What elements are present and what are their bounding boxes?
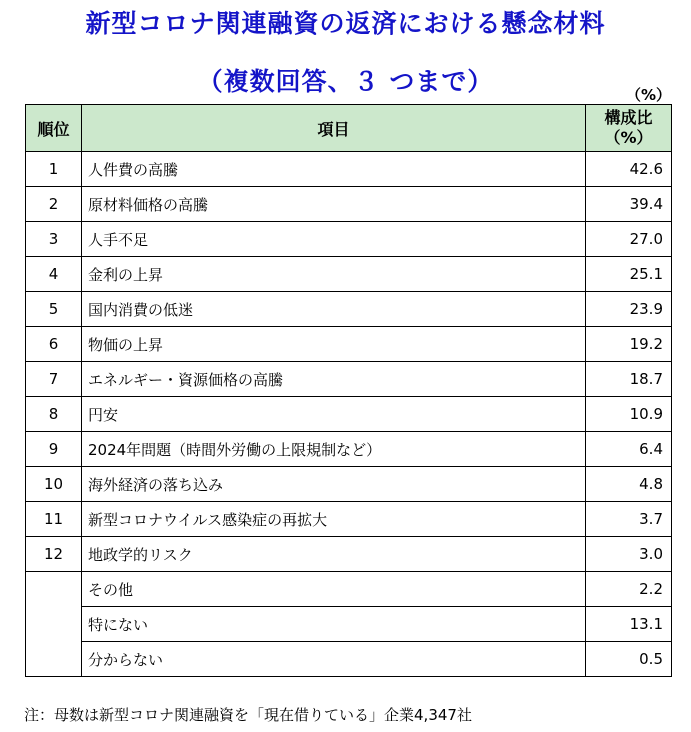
value-cell: 10.9 — [586, 397, 672, 432]
item-cell: エネルギー・資源価格の高騰 — [82, 362, 586, 397]
item-cell: 原材料価格の高騰 — [82, 187, 586, 222]
item-cell: 人件費の高騰 — [82, 152, 586, 187]
blank-rank-cell — [26, 572, 82, 607]
chart-title: 新型コロナ関連融資の返済における懸念材料 — [85, 9, 606, 38]
item-cell: 地政学的リスク — [82, 537, 586, 572]
value-cell: 13.1 — [586, 607, 672, 642]
header-rank: 順位 — [26, 105, 82, 152]
value-cell: 6.4 — [586, 432, 672, 467]
header-value — [586, 105, 672, 152]
table-row — [26, 397, 672, 432]
table-row — [26, 502, 672, 537]
value-cell: 42.6 — [586, 152, 672, 187]
table-row — [26, 187, 672, 222]
table-row — [26, 327, 672, 362]
rank-cell: 5 — [26, 292, 82, 327]
table-body — [26, 152, 672, 677]
rank-cell: 8 — [26, 397, 82, 432]
rank-cell: 6 — [26, 327, 82, 362]
item-cell: 円安 — [82, 397, 586, 432]
value-cell: 39.4 — [586, 187, 672, 222]
value-cell: 3.7 — [586, 502, 672, 537]
blank-rank-cell — [26, 607, 82, 642]
item-cell: 人手不足 — [82, 222, 586, 257]
value-cell: 0.5 — [586, 642, 672, 677]
rank-cell: 1 — [26, 152, 82, 187]
value-cell: 27.0 — [586, 222, 672, 257]
item-cell: 物価の上昇 — [82, 327, 586, 362]
item-cell: 金利の上昇 — [82, 257, 586, 292]
header-value-line2: （%） — [604, 128, 653, 147]
value-cell: 25.1 — [586, 257, 672, 292]
rank-cell: 10 — [26, 467, 82, 502]
item-cell: 国内消費の低迷 — [82, 292, 586, 327]
blank-rank-cell — [26, 642, 82, 677]
item-cell: 新型コロナウイルス感染症の再拡大 — [82, 502, 586, 537]
item-cell: 2024年問題（時間外労働の上限規制など） — [82, 432, 586, 467]
value-cell: 4.8 — [586, 467, 672, 502]
rank-cell: 12 — [26, 537, 82, 572]
header-value-line1: 構成比 — [604, 108, 653, 127]
value-cell: 19.2 — [586, 327, 672, 362]
table-row — [26, 362, 672, 397]
header-row — [26, 105, 672, 152]
header-item: 項目 — [82, 105, 586, 152]
item-cell: 特にない — [82, 607, 586, 642]
rank-cell: 4 — [26, 257, 82, 292]
rank-cell: 11 — [26, 502, 82, 537]
table-row — [26, 222, 672, 257]
table-row — [26, 467, 672, 502]
table-row-extra — [26, 572, 672, 607]
rank-cell: 9 — [26, 432, 82, 467]
rank-cell: 2 — [26, 187, 82, 222]
table-row — [26, 292, 672, 327]
item-cell: その他 — [82, 572, 586, 607]
value-cell: 3.0 — [586, 537, 672, 572]
chart-subtitle: （複数回答、３ つまで） — [197, 67, 494, 96]
table-row — [26, 152, 672, 187]
item-cell: 海外経済の落ち込み — [82, 467, 586, 502]
table-row — [26, 537, 672, 572]
table-row — [26, 257, 672, 292]
table-row — [26, 432, 672, 467]
rank-cell: 3 — [26, 222, 82, 257]
footnote: 注：母数は新型コロナ関連融資を「現在借りている」企業4,347社 — [24, 706, 472, 724]
data-table — [25, 104, 672, 677]
value-cell: 2.2 — [586, 572, 672, 607]
rank-cell: 7 — [26, 362, 82, 397]
item-cell: 分からない — [82, 642, 586, 677]
table-row-extra — [26, 642, 672, 677]
value-cell: 18.7 — [586, 362, 672, 397]
value-cell: 23.9 — [586, 292, 672, 327]
unit-label: （%） — [625, 86, 671, 104]
table-row-extra — [26, 607, 672, 642]
